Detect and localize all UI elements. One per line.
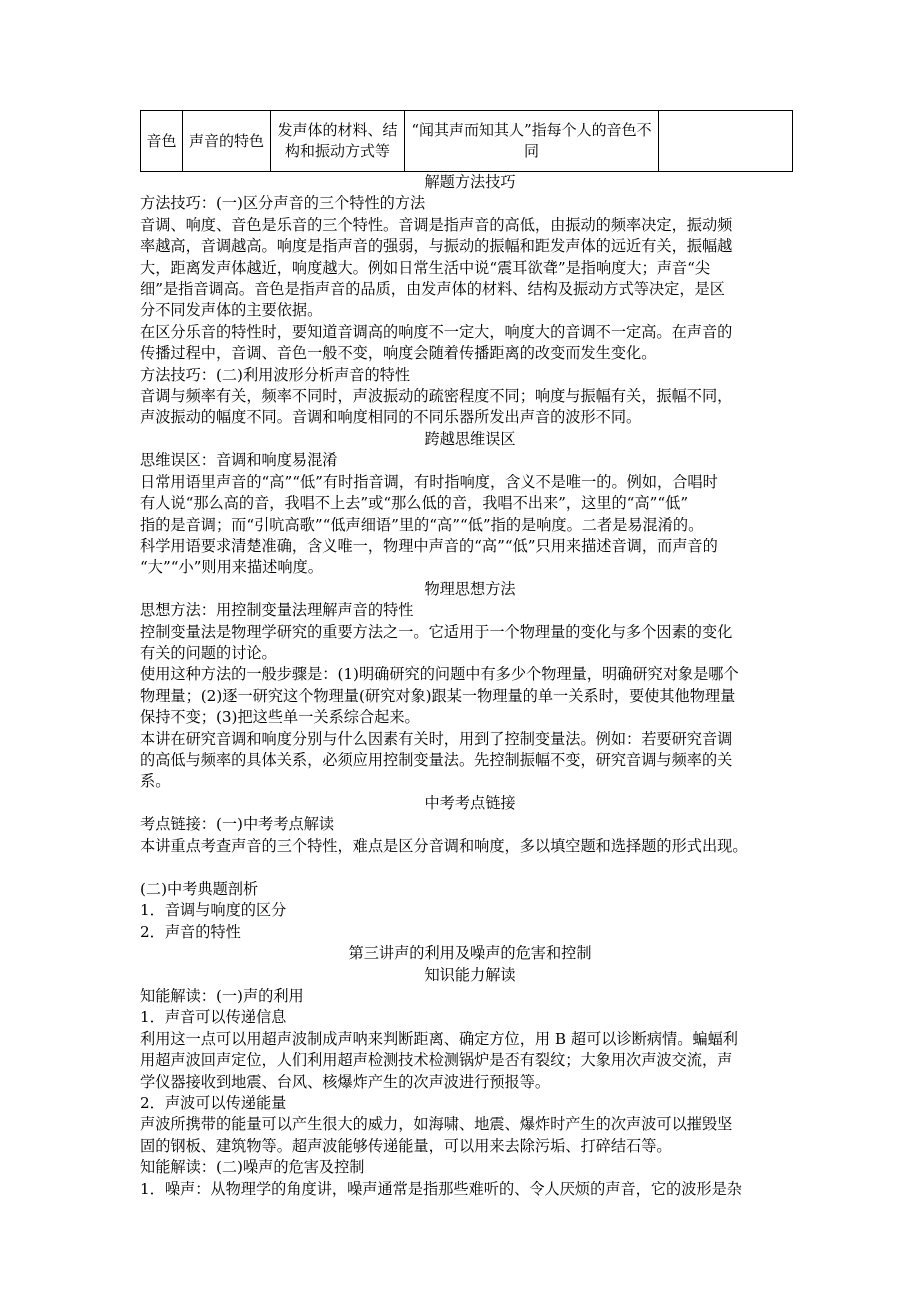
text-line: 物理量；(2)逐一研究这个物理量(研究对象)跟某一物理量的单一关系时，要使其他物理量	[140, 686, 736, 705]
text-line: 声波振动的幅度不同。音调和响度相同的不同乐器所发出声音的波形不同。	[140, 408, 642, 427]
text-line: 利用这一点可以用超声波制成声呐来判断距离、确定方位，用 B 超可以诊断病情。蝙蝠利	[140, 1029, 738, 1048]
text-line: 本讲重点考查声音的三个特性，难点是区分音调和响度，多以填空题和选择题的形式出现。	[140, 836, 748, 855]
text-line: 系。	[140, 772, 171, 791]
text-line: 日常用语里声音的“高”“低”有时指音调，有时指响度，含义不是唯一的。例如，合唱时	[140, 472, 718, 491]
table-cell-meaning: 声音的特色	[183, 111, 271, 172]
text-line: 大，距离发声体越近，响度越大。例如日常生活中说“震耳欲聋”是指响度大；声音“尖	[140, 258, 711, 277]
document-page	[140, 110, 800, 1200]
text-line: 指的是音调；而“引吭高歌”“低声细语”里的“高”“低”指的是响度。二者是易混淆的。	[140, 515, 704, 534]
text-line: 在区分乐音的特性时，要知道音调高的响度不一定大，响度大的音调不一定高。在声音的	[140, 322, 733, 341]
text-line: 细”是指音调高。音色是指声音的品质，由发声体的材料、结构及振动方式等决定，是区	[140, 280, 725, 299]
text-line: “大”“小”则用来描述响度。	[140, 558, 323, 577]
text-line: 控制变量法是物理学研究的重要方法之一。它适用于一个物理量的变化与多个因素的变化	[140, 622, 733, 641]
text-line: 学仪器接收到地震、台风、核爆炸产生的次声波进行预报等。	[140, 1072, 551, 1091]
text-line: 使用这种方法的一般步骤是：(1)明确研究的问题中有多少个物理量，明确研究对象是哪个	[140, 665, 739, 684]
text-line: 科学用语要求清楚准确，含义唯一，物理中声音的“高”“低”只用来描述音调，而声音的	[140, 536, 718, 555]
text-line: 率越高，音调越高。响度是指声音的强弱，与振动的振幅和距发声体的远近有关，振幅越	[140, 237, 733, 256]
text-line: 分不同发声体的主要依据。	[140, 301, 323, 320]
text-line: 的高低与频率的具体关系，必须应用控制变量法。先控制振幅不变，研究音调与频率的关	[140, 750, 733, 769]
table-cell-factor: 发声体的材料、结构和振动方式等	[271, 111, 405, 172]
text-line: 传播过程中，音调、音色一般不变，响度会随着传播距离的改变而发生变化。	[140, 344, 657, 363]
text-line: 固的钢板、建筑物等。超声波能够传递能量，可以用来去除污垢、打碎结石等。	[140, 1136, 672, 1155]
body-text	[140, 172, 800, 1200]
section-heading: 跨越思维误区	[424, 429, 516, 448]
text-line: 2．声波可以传递能量	[140, 1094, 287, 1113]
text-line	[140, 857, 800, 879]
section-heading: 知识能力解读	[424, 965, 516, 984]
section-heading: 解题方法技巧	[424, 173, 516, 191]
text-line: 知能解读：(二)噪声的危害及控制	[140, 1158, 365, 1177]
text-line: 声波所携带的能量可以产生很大的威力，如海啸、地震、爆炸时产生的次声波可以摧毁坚	[140, 1115, 733, 1134]
table-cell-empty	[659, 111, 793, 172]
text-line: 思维误区：音调和响度易混淆	[140, 451, 338, 470]
section-heading: 物理思想方法	[424, 579, 516, 598]
text-line: 有关的问题的讨论。	[140, 643, 277, 662]
table-cell-example: “闻其声而知其人”指每个人的音色不同	[405, 111, 659, 172]
text-line: 音调、响度、音色是乐音的三个特性。音调是指声音的高低，由振动的频率决定，振动频	[140, 215, 733, 234]
text-line: 方法技巧：(二)利用波形分析声音的特性	[140, 365, 411, 384]
text-line: 1．声音可以传递信息	[140, 1008, 287, 1027]
section-heading: 中考考点链接	[424, 793, 516, 812]
text-line: 1．噪声：从物理学的角度讲，噪声通常是指那些难听的、令人厌烦的声音，它的波形是杂	[140, 1179, 742, 1198]
table-row	[141, 111, 793, 172]
text-line: 保持不变；(3)把这些单一关系综合起来。	[140, 708, 420, 727]
text-line: 方法技巧：(一)区分声音的三个特性的方法	[140, 194, 426, 213]
section-heading: 第三讲声的利用及噪声的危害和控制	[348, 944, 592, 963]
table-cell-property: 音色	[141, 111, 183, 172]
text-line: 2．声音的特性	[140, 922, 241, 941]
text-line: 知能解读：(一)声的利用	[140, 987, 304, 1006]
text-line: 用超声波回声定位，人们利用超声检测技术检测锅炉是否有裂纹；大象用次声波交流，声	[140, 1051, 733, 1070]
text-line: 音调与频率有关，频率不同时，声波振动的疏密程度不同；响度与振幅有关，振幅不同，	[140, 387, 733, 406]
text-line: 考点链接：(一)中考考点解读	[140, 815, 335, 834]
text-line: (二)中考典题剖析	[140, 880, 259, 898]
text-line: 本讲在研究音调和响度分别与什么因素有关时，用到了控制变量法。例如：若要研究音调	[140, 729, 733, 748]
text-line: 思想方法：用控制变量法理解声音的特性	[140, 601, 414, 620]
text-line: 1．音调与响度的区分	[140, 901, 287, 920]
property-table	[140, 110, 793, 172]
text-line: 有人说“那么高的音，我唱不上去”或“那么低的音，我唱不出来”，这里的“高”“低”	[140, 494, 689, 513]
